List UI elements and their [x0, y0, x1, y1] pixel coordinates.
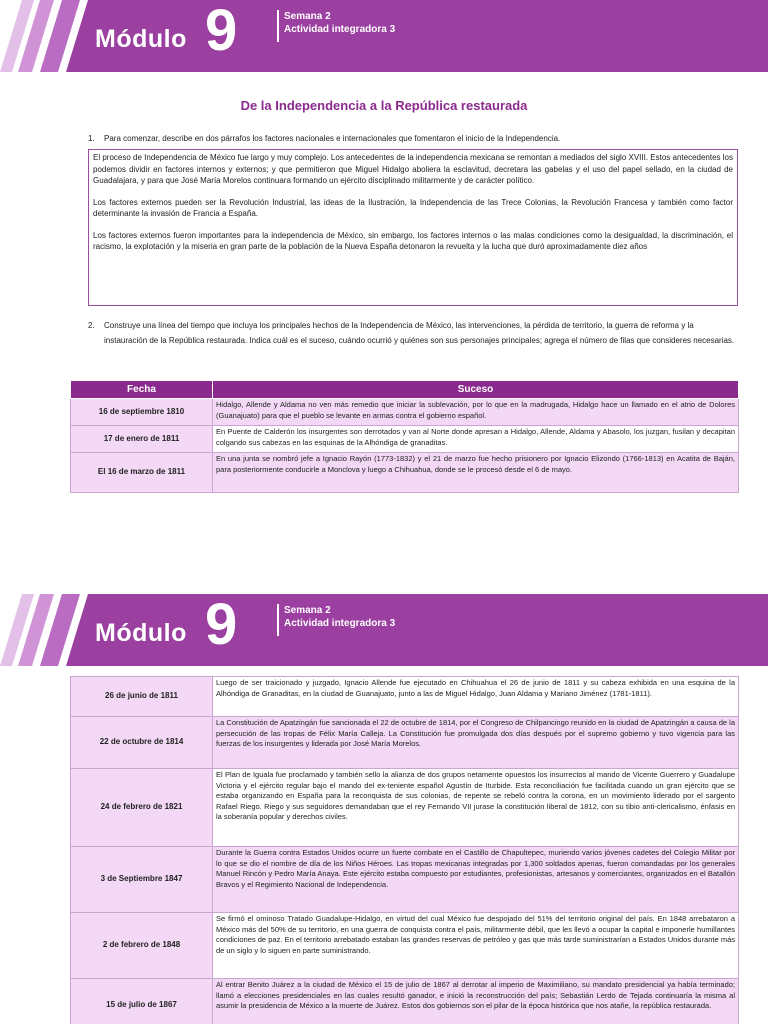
- row-date: 3 de Septiembre 1847: [71, 847, 213, 913]
- question-2-number: 2.: [88, 321, 95, 330]
- row-date: 2 de febrero de 1848: [71, 913, 213, 979]
- table-row: [71, 677, 739, 717]
- module-info: [277, 604, 395, 636]
- row-event: Al entrar Benito Juárez a la ciudad de México el 15 de julio de 1867 al derrotar al imperio de Maximiliano, su mandato presidencial ya había terminado; llamó a elecciones presidenciales en las cuales resultó ganador, e inició la reconstrucción del país; Sebastián Lerdo de Tejada continuaría la misma al asumir la presidencia de México a la muerte de Juárez. Estos dos gobiernos son el pilar de la época histórica que nos atañe, la república restaurada.: [213, 979, 739, 1024]
- question-2: [88, 318, 736, 348]
- answer-paragraph: Los factores externos fueron importantes para la independencia de México, sin embargo, los factores internos o las malas condiciones como la desigualdad, la discriminación, el racismo, la explotación y la miseria en gran parte de la población de la Nueva España detonaron la revuelta y la lucha que duró aproximadamente diez años: [93, 230, 733, 251]
- row-date: El 16 de marzo de 1811: [71, 453, 213, 493]
- table-row: [71, 913, 739, 979]
- document-title: De la Independencia a la República restaurada: [240, 98, 528, 113]
- table-row: [71, 453, 739, 493]
- row-event: Durante la Guerra contra Estados Unidos ocurre un fuerte combate en el Castillo de Chapultepec, muriendo varios jóvenes cadetes del Colegio Militar por lo que se dio el nombre de día de los Niños Héroes. Las tropas mexicanas integradas por 1,300 soldados apenas, fueron comandadas por los generales Manuel Rincón y Pedro María Anaya. Este ejército estaba compuesto por estudiantes, profesionistas, artesanos y comerciantes, organizados en el Batallón Bravos y el Regimiento Nacional de Independencia.: [213, 847, 739, 913]
- timeline-table-page1: [70, 380, 739, 493]
- table-row: [71, 769, 739, 847]
- question-1-number: 1.: [88, 134, 95, 143]
- row-date: 15 de julio de 1867: [71, 979, 213, 1024]
- row-date: 17 de enero de 1811: [71, 426, 213, 453]
- row-event: Luego de ser traicionado y juzgado, Ignacio Allende fue ejecutado en Chihuahua el 26 de junio de 1811 y su cabeza exhibida en una esquina de la Alhóndiga de Granaditas, en la ciudad de Guanajuato, junto a las de Miguel Hidalgo, Juan Aldama y Mariano Jiménez (1781-1811).: [213, 677, 739, 717]
- module-label: Módulo: [95, 25, 187, 53]
- week-label: Semana 2: [284, 11, 331, 22]
- question-2-text: Construye una línea del tiempo que incluya los principales hechos de la Independencia de México, las intervenciones, la pérdida de territorio, la guerra de reforma y la instauración de la República restaurada. Indica cuál es el suceso, cuándo ocurrió y quiénes son sus personajes principales; agrega el número de filas que consideres necesarias.: [104, 321, 735, 345]
- module-number: 9: [205, 594, 238, 657]
- row-event: La Constitución de Apatzingán fue sancionada el 22 de octubre de 1814, por el Congreso de Chilpancingo reunido en la ciudad de Apatzingán a causa de la persecución de las tropas de Félix María Calleja. La Constitución fue promulgada dos días después por el supremo gobierno y tuvo vigencia para las fuerzas de los insurgentes y liderada por José María Morelos.: [213, 717, 739, 769]
- table-row: [71, 399, 739, 426]
- question-1-text: Para comenzar, describe en dos párrafos los factores nacionales e internacionales que fomentaron el inicio de la Independencia.: [104, 134, 561, 143]
- activity-label: Actividad integradora 3: [284, 24, 396, 35]
- question-1: [88, 131, 736, 146]
- module-label: Módulo: [95, 619, 187, 647]
- row-date: 16 de septiembre 1810: [71, 399, 213, 426]
- row-date: 24 de febrero de 1821: [71, 769, 213, 847]
- timeline-table-page2: [70, 676, 739, 1024]
- table-row: [71, 426, 739, 453]
- table-row: [71, 847, 739, 913]
- table-header-row: [71, 381, 739, 399]
- row-date: 22 de octubre de 1814: [71, 717, 213, 769]
- table-row: [71, 979, 739, 1024]
- table-row: [71, 717, 739, 769]
- answer-paragraph: Los factores externos pueden ser la Revolución Industrial, las ideas de la Ilustración, la Independencia de las Trece Colonias, la Revolución Francesa y también como factor determinante la invasión de Francia a España.: [93, 197, 733, 218]
- row-event: Hidalgo, Allende y Aldama no ven más remedio que iniciar la sublevación, por lo que en la madrugada, Hidalgo hace un llamado en el atrio de Dolores (Guanajuato) para que el pueblo se levante en armas contra el gobierno español.: [213, 399, 739, 426]
- answer-1-box[interactable]: [88, 149, 738, 306]
- row-event: El Plan de Iguala fue proclamado y también sello la alianza de dos grupos netamente opuestos los insurrectos al mando de Vicente Guerrero y Guadalupe Victoria y el ejército regular bajo el mando del ex-teniente español Agustín de Iturbide. Esta reconciliación fue facilitada cuando un gran ejército que se estaba organizando en España para la reconquista de sus colonias, de repente se rebeló contra la corona, en un movimiento liderado por el sargento Rafael Riego. Riego y sus seguidores demandaban que el rey Fernando VII jurase la constitución liberal de 1812, con su tibio anti-clericalismo, énfasis en la soberanía popular y derechos civiles.: [213, 769, 739, 847]
- row-date: 26 de junio de 1811: [71, 677, 213, 717]
- date-column-header: Fecha: [71, 381, 213, 399]
- event-column-header: Suceso: [213, 381, 739, 399]
- row-event: En una junta se nombró jefe a Ignacio Rayón (1773-1832) y el 21 de marzo fue hecho prisionero por Ignacio Elizondo (1766-1813) en Acatita de Baján, para posteriormente conducirle a Monclova y luego a Chihuahua, donde se le procesó desde el 6 de mayo.: [213, 453, 739, 493]
- row-event: Se firmó el ominoso Tratado Guadalupe-Hidalgo, en virtud del cual México fue despojado del 51% del territorio original del país. En 1848 arrebataron a México más del 50% de su territorio, en una guerra de conquista contra el país, militarmente débil, que les llevó a ocupar la capital e imponerle humillantes condiciones de paz. En el territorio arrebatado estaban las grandes reservas de petróleo y gas que más tarde suministrarían a Estados Unidos durante más de un siglo y lo siguen en parte suministrando.: [213, 913, 739, 979]
- row-event: En Puente de Calderón los insurgentes son derrotados y van al Norte donde apresan a Hidalgo, Allende, Aldama y Abasolo, los juzgan, fusilan y decapitan colgando sus cabezas en las esquinas de la Alhóndiga de granaditas.: [213, 426, 739, 453]
- activity-label: Actividad integradora 3: [284, 618, 396, 629]
- answer-paragraph: El proceso de Independencia de México fue largo y muy complejo. Los antecedentes de la independencia mexicana se remontan a mediados del siglo XVIII. Estos antecedentes los podemos dividir en factores internos y externos; y que permitieron que Miguel Hidalgo aboliera la esclavitud, decretara las gabelas y el uso del papel sellado, en la ciudad de Guadalajara, y para que José María Morelos continuara formando un ejército disciplinado militarmente y de carácter político.: [93, 153, 733, 185]
- module-info: [277, 10, 395, 42]
- week-label: Semana 2: [284, 605, 331, 616]
- module-banner-page2: [0, 594, 768, 666]
- module-banner: [0, 0, 768, 72]
- module-number: 9: [205, 0, 238, 63]
